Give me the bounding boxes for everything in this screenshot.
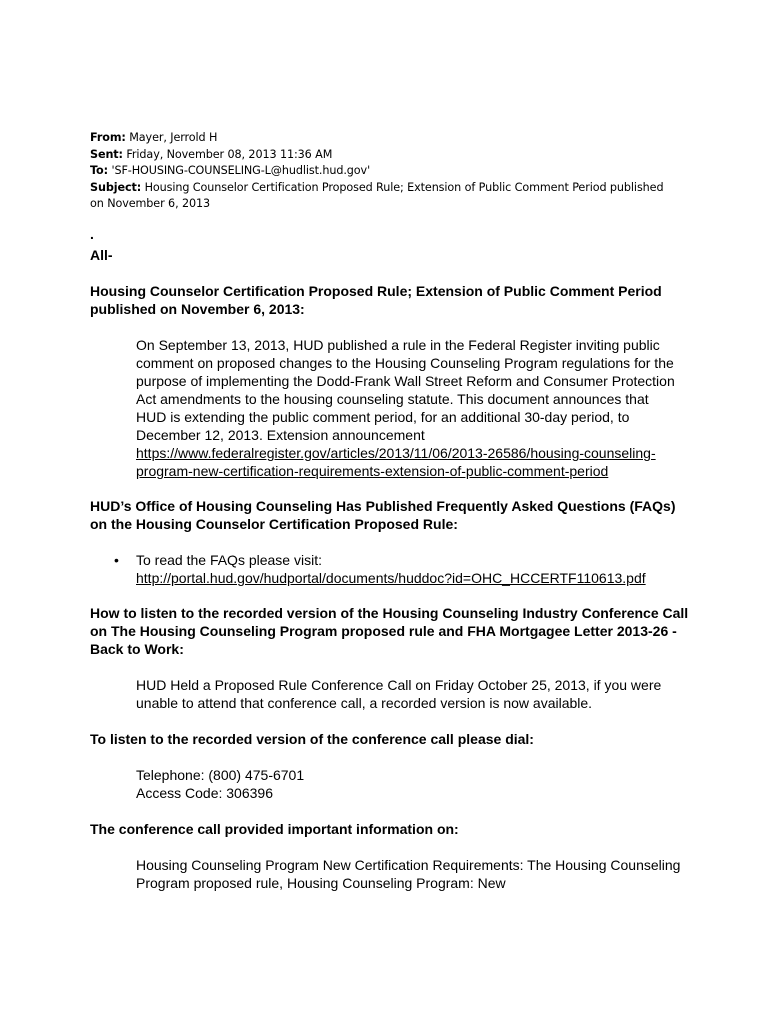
from-line <box>90 130 690 147</box>
subject-value: Housing Counselor Certification Proposed Rule; Extension of Public Comment Period published on November 6, 2013 <box>90 180 664 210</box>
email-body <box>90 226 690 892</box>
from-label: From: <box>90 131 126 144</box>
paragraph-text: On September 13, 2013, HUD published a rule in the Federal Register inviting public comment on proposed changes to the Housing Counseling Program regulations for the purpose of implementing the Dodd-Frank Wall Street Reform and Consumer Protection Act amendments to the housing counseling statute. This document announces that HUD is extending the public comment period, for an additional 30-day period, to December 12, 2013. Extension announcement <box>136 337 675 443</box>
paragraph-certification-requirements: Housing Counseling Program New Certification Requirements: The Housing Counseling Program proposed rule, Housing Counseling Program: New <box>136 857 681 891</box>
telephone-number: Telephone: (800) 475-6701 <box>136 767 305 783</box>
heading-recorded-version: How to listen to the recorded version of the Housing Counseling Industry Conference Call on The Housing Counseling Program proposed rule and FHA Mortgagee Letter 2013-26 - Back to Work: <box>90 605 689 657</box>
faq-pdf-link[interactable]: http://portal.hud.gov/hudportal/documents/huddoc?id=OHC_HCCERTF110613.pdf <box>136 570 646 586</box>
sent-value: Friday, November 08, 2013 11:36 AM <box>126 147 333 161</box>
stray-dot: . <box>90 226 94 242</box>
heading-faqs: HUD’s Office of Housing Counseling Has Published Frequently Asked Questions (FAQs) on the Housing Counselor Certification Proposed Rule: <box>90 498 676 532</box>
to-line <box>90 163 690 180</box>
access-code: Access Code: 306396 <box>136 785 273 801</box>
sent-line <box>90 147 690 164</box>
dial-in-details <box>136 766 681 802</box>
from-value: Mayer, Jerrold H <box>129 131 218 144</box>
heading-important-information: The conference call provided important information on: <box>90 821 459 837</box>
paragraph-conference-call: HUD Held a Proposed Rule Conference Call on Friday October 25, 2013, if you were unable to attend that conference call, a recorded version is now available. <box>136 677 662 711</box>
paragraph-extension-announcement <box>136 336 681 480</box>
email-header <box>90 130 690 213</box>
federal-register-link[interactable]: https://www.federalregister.gov/articles/2013/11/06/2013-26586/housing-counseling-program-new-certification-requirements-extension-of-public-comment-period <box>136 445 656 479</box>
faq-bullet-list <box>90 551 690 587</box>
subject-line <box>90 180 680 213</box>
bullet-icon: • <box>114 552 119 568</box>
list-item <box>114 551 690 587</box>
to-value: 'SF-HOUSING-COUNSELING-L@hudlist.hud.gov' <box>111 164 371 177</box>
heading-dial-in: To listen to the recorded version of the conference call please dial: <box>90 731 534 747</box>
greeting: All- <box>90 247 113 263</box>
email-document <box>90 0 690 1024</box>
to-label: To: <box>90 164 109 177</box>
heading-proposed-rule-extension: Housing Counselor Certification Proposed Rule; Extension of Public Comment Period published on November 6, 2013: <box>90 283 662 317</box>
sent-label: Sent: <box>90 147 123 161</box>
bullet-text: To read the FAQs please visit: <box>136 552 322 568</box>
subject-label: Subject: <box>90 180 142 194</box>
